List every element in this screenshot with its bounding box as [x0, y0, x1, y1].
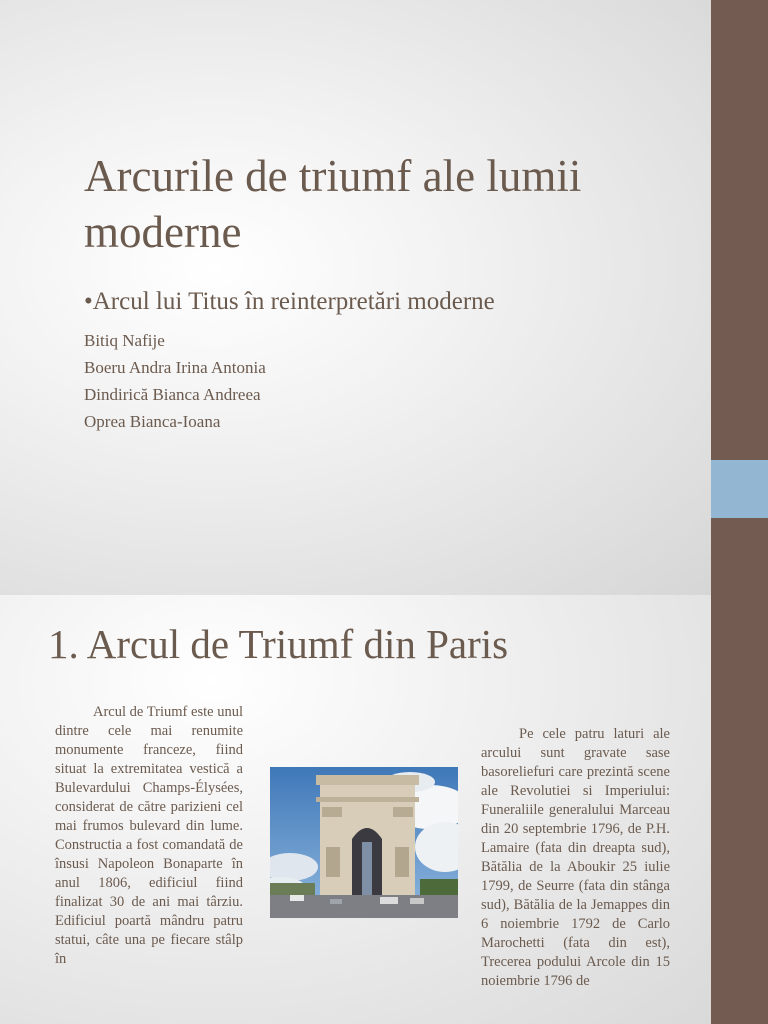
section-title: 1. Arcul de Triumf din Paris [48, 621, 509, 667]
author-list [84, 327, 266, 435]
author-name: Oprea Bianca-Ioana [84, 412, 221, 431]
author-name: Dindirică Bianca Andreea [84, 385, 261, 404]
content-slide [0, 595, 711, 1024]
slide2-sidebar [711, 595, 768, 1024]
presentation-subtitle: •Arcul lui Titus în reinterpretări moderne [84, 288, 495, 315]
author-name: Bitiq Nafije [84, 331, 165, 350]
arc-de-triomphe-photo [270, 767, 458, 918]
sidebar-accent [711, 460, 768, 518]
author-name: Boeru Andra Irina Antonia [84, 358, 266, 377]
presentation-title: Arcurile de triumf ale lumii moderne [84, 151, 582, 257]
right-text-column: Pe cele patru laturi ale arcului sunt gravate sase basoreliefuri care prezintă scene ale Revolutiei si Imperiului: Funeraliile generalului Marceau din 20 septembrie 1796, de P.H. Lamaire (fata din dreapta sud), Bătălia de la Aboukir 25 iulie 1799, de Seurre (fata din stânga sud), Bătălia de la Jemappes din 6 noiembrie 1792 de Carlo Marochetti (fata din est), Trecerea podului Arcole din 15 noiembrie 1796 de [481, 726, 670, 989]
left-text-column: Arcul de Triumf este unul dintre cele mai renumite monumente franceze, fiind situat la extremitatea vestică a Bulevardului Champs-Élysées, considerat de către parizieni cel mai frumos bulevard din lume. Constructia a fost comandată de însusi Napoleon Bonaparte în anul 1806, edificiul fiind finalizat 30 de ani mai târziu. Edificiul poartă mândru patru statui, câte una pe fiecare stâlp în [55, 704, 243, 967]
slide1-sidebar [711, 0, 768, 595]
